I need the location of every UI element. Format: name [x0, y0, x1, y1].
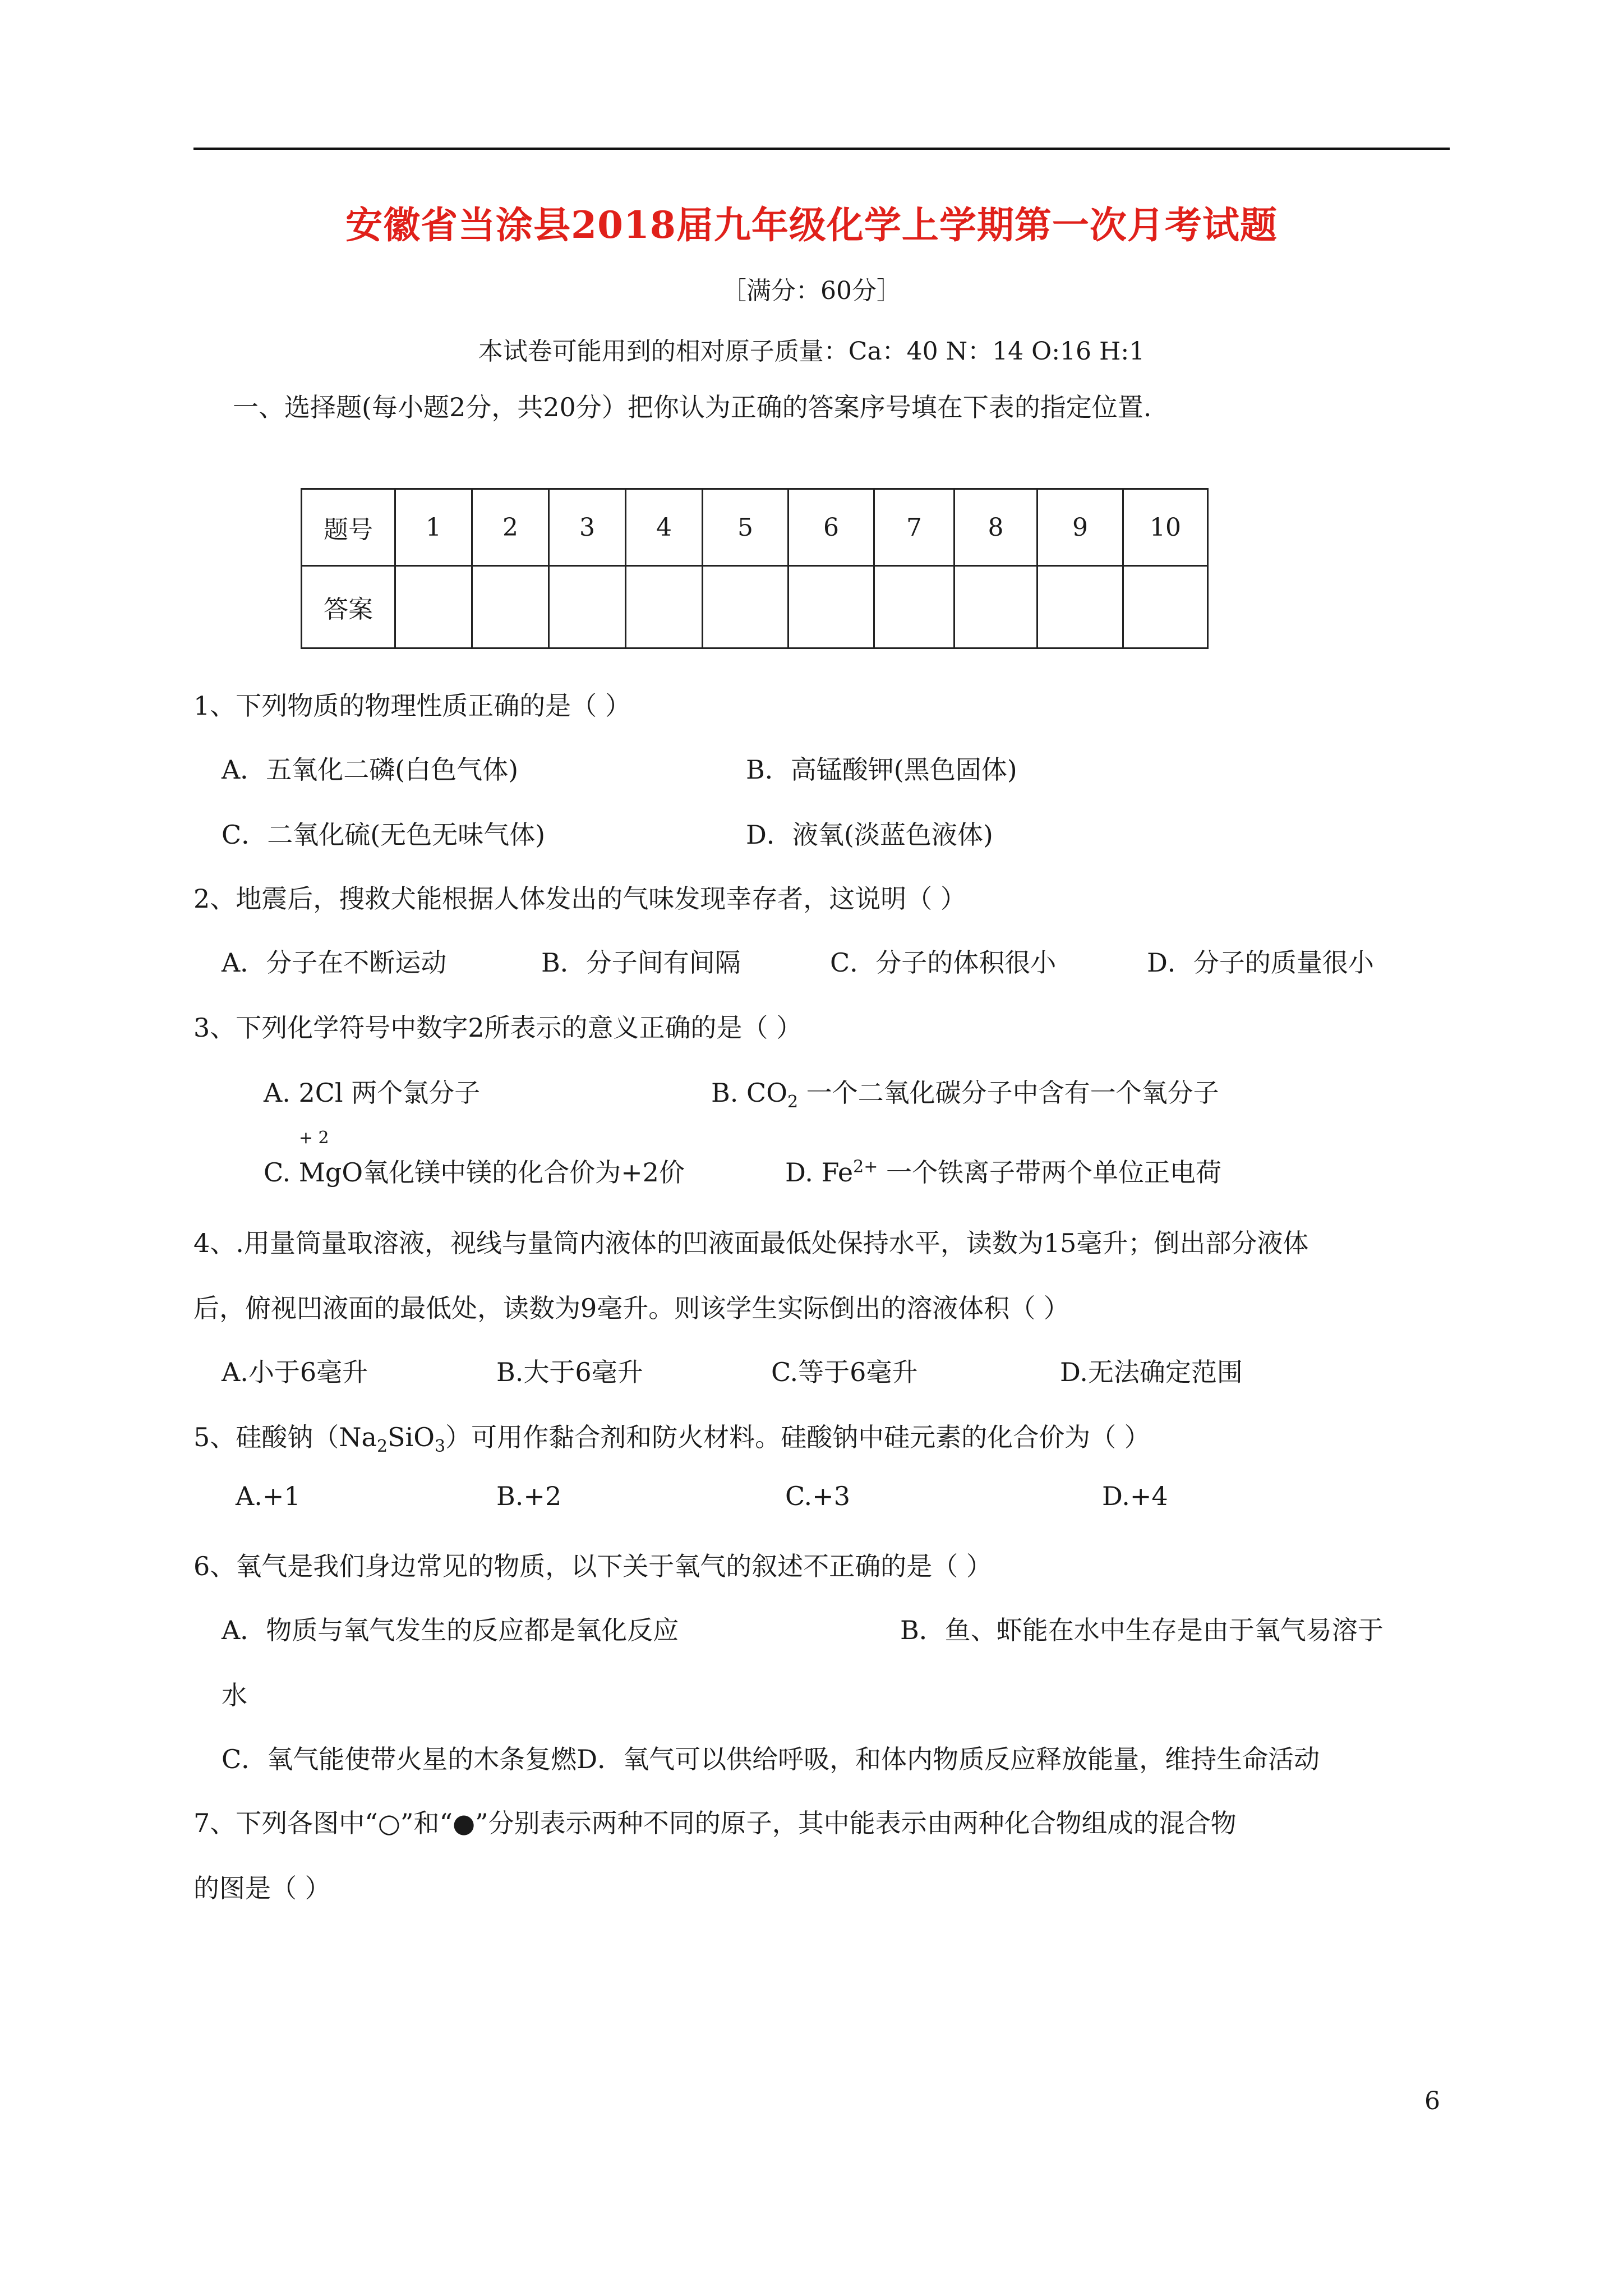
- question-number-cell: 6: [789, 489, 874, 566]
- answer-cell[interactable]: [789, 566, 874, 648]
- section-heading: 一、选择题(每小题2分，共20分）把你认为正确的答案序号填在下表的指定位置.: [233, 392, 1152, 422]
- question-number-cell: 5: [703, 489, 789, 566]
- answer-cell[interactable]: [874, 566, 955, 648]
- q3-option-c: C. + 2 MgO氧化镁中镁的化合价为+2价: [264, 1128, 685, 1188]
- q6-option-a: A．物质与氧气发生的反应都是氧化反应: [222, 1615, 679, 1645]
- q5-option-c: C.+3: [785, 1481, 850, 1511]
- q5-option-b: B.+2: [496, 1481, 562, 1511]
- q3-option-a: A. 2Cl 两个氯分子: [264, 1078, 481, 1108]
- q4-stem-line1: 4、.用量筒量取溶液，视线与量筒内液体的凹液面最低处保持水平，读数为15毫升；倒出部分液体: [193, 1228, 1309, 1258]
- question-number-cell: 7: [874, 489, 955, 566]
- answer-cell[interactable]: [626, 566, 703, 648]
- q5-option-a: A.+1: [236, 1481, 301, 1511]
- q1-option-a: A．五氧化二磷(白色气体): [222, 754, 519, 785]
- question-number-cell: 10: [1123, 489, 1208, 566]
- question-number-cell: 4: [626, 489, 703, 566]
- q1-option-b: B．高锰酸钾(黑色固体): [746, 754, 1017, 785]
- answer-cell[interactable]: [703, 566, 789, 648]
- q4-stem-line2: 后，俯视凹液面的最低处，读数为9毫升。则该学生实际倒出的溶液体积（ ）: [193, 1293, 1069, 1323]
- atomic-mass-note: 本试卷可能用到的相对原子质量：Ca：40 N：14 O:16 H:1: [478, 337, 1145, 366]
- q4-option-a: A.小于6毫升: [222, 1357, 368, 1387]
- table-row: [302, 566, 1208, 648]
- q3-option-b: B. $CO_2$ 一个二氧化碳分子中含有一个氧分子: [711, 1078, 1219, 1112]
- row-label-number: 题号: [302, 489, 395, 566]
- answer-table: [301, 488, 1209, 649]
- q5-stem: 5、硅酸钠$(Na_2SiO_3)$可用作黏合剂和防火材料。硅酸钠中硅元素的化合价为（ ）: [193, 1422, 1150, 1457]
- q2-option-a: A．分子在不断运动: [222, 947, 447, 978]
- question-number-cell: 8: [955, 489, 1038, 566]
- q2-stem: 2、地震后，搜救犬能根据人体发出的气味发现幸存者，这说明（ ）: [193, 884, 966, 914]
- page-number: 6: [1424, 2087, 1440, 2115]
- q6-options-c-d: C．氧气能使带火星的木条复燃D．氧气可以供给呼吸，和体内物质反应释放能量，维持生命活动: [222, 1744, 1320, 1774]
- valence-mark: + 2: [298, 1128, 329, 1148]
- header-rule: [193, 148, 1450, 150]
- q5-option-d: D.+4: [1102, 1481, 1168, 1511]
- q4-option-d: D.无法确定范围: [1060, 1357, 1243, 1387]
- q3-option-d: D. $Fe^{2+}$ 一个铁离子带两个单位正电荷: [785, 1157, 1221, 1188]
- answer-cell[interactable]: [1038, 566, 1123, 648]
- q7-stem-line2: 的图是（ ）: [193, 1873, 331, 1903]
- q7-stem-line1: 7、下列各图中“○”和“●”分别表示两种不同的原子，其中能表示由两种化合物组成的混合物: [193, 1808, 1237, 1838]
- q6-stem: 6、氧气是我们身边常见的物质，以下关于氧气的叙述不正确的是（ ）: [193, 1551, 992, 1581]
- q1-option-d: D．液氧(淡蓝色液体): [746, 820, 993, 850]
- q2-option-d: D．分子的质量很小: [1147, 947, 1374, 978]
- question-number-cell: 1: [395, 489, 472, 566]
- answer-cell[interactable]: [472, 566, 549, 648]
- full-score: ［满分：60分］: [722, 277, 901, 305]
- q2-option-c: C．分子的体积很小: [830, 947, 1057, 978]
- exam-title: 安徽省当涂县2018届九年级化学上学期第一次月考试题: [345, 203, 1278, 247]
- question-number-cell: 2: [472, 489, 549, 566]
- row-label-answer: 答案: [302, 566, 395, 648]
- q6-option-b-cont: 水: [222, 1680, 247, 1710]
- q1-option-c: C．二氧化硫(无色无味气体): [222, 820, 546, 850]
- question-number-cell: 9: [1038, 489, 1123, 566]
- question-number-cell: 3: [549, 489, 626, 566]
- answer-cell[interactable]: [1123, 566, 1208, 648]
- q6-option-b: B．鱼、虾能在水中生存是由于氧气易溶于: [900, 1615, 1384, 1645]
- answer-cell[interactable]: [549, 566, 626, 648]
- q2-option-b: B．分子间有间隔: [541, 947, 741, 978]
- table-row: [302, 489, 1208, 566]
- q1-stem: 1、下列物质的物理性质正确的是（ ）: [193, 691, 631, 721]
- q4-option-c: C.等于6毫升: [771, 1357, 918, 1387]
- q3-stem: 3、下列化学符号中数字2所表示的意义正确的是（ ）: [193, 1013, 803, 1043]
- answer-cell[interactable]: [395, 566, 472, 648]
- answer-cell[interactable]: [955, 566, 1038, 648]
- q4-option-b: B.大于6毫升: [496, 1357, 643, 1387]
